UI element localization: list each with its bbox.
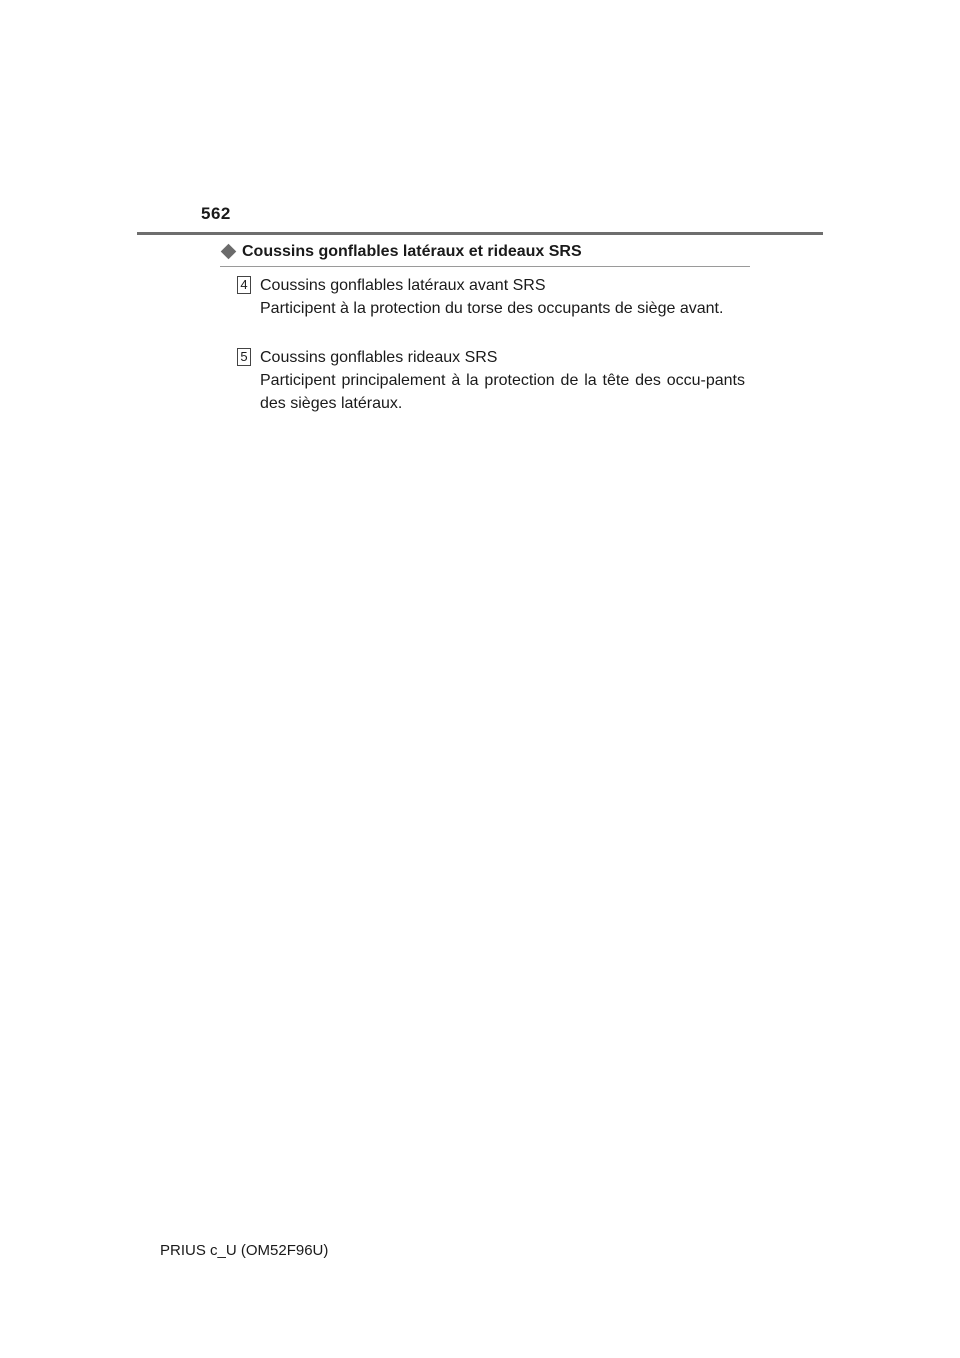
item-description: Participent à la protection du torse des occupants de siège avant. xyxy=(260,300,724,317)
item-title: Coussins gonflables rideaux SRS xyxy=(260,349,498,366)
header-rule xyxy=(137,232,823,235)
item-number-badge: 4 xyxy=(237,276,251,294)
document-footer: PRIUS c_U (OM52F96U) xyxy=(160,1242,329,1259)
section-title: Coussins gonflables latéraux et rideaux SRS xyxy=(242,243,582,260)
diamond-icon xyxy=(221,244,237,260)
item-description: Participent principalement à la protection de la tête des occu-pants des sièges latéraux. xyxy=(260,372,745,412)
item-title: Coussins gonflables latéraux avant SRS xyxy=(260,277,546,294)
section-heading xyxy=(220,242,750,267)
page-number: 562 xyxy=(201,204,231,223)
item-number-badge: 5 xyxy=(237,348,251,366)
